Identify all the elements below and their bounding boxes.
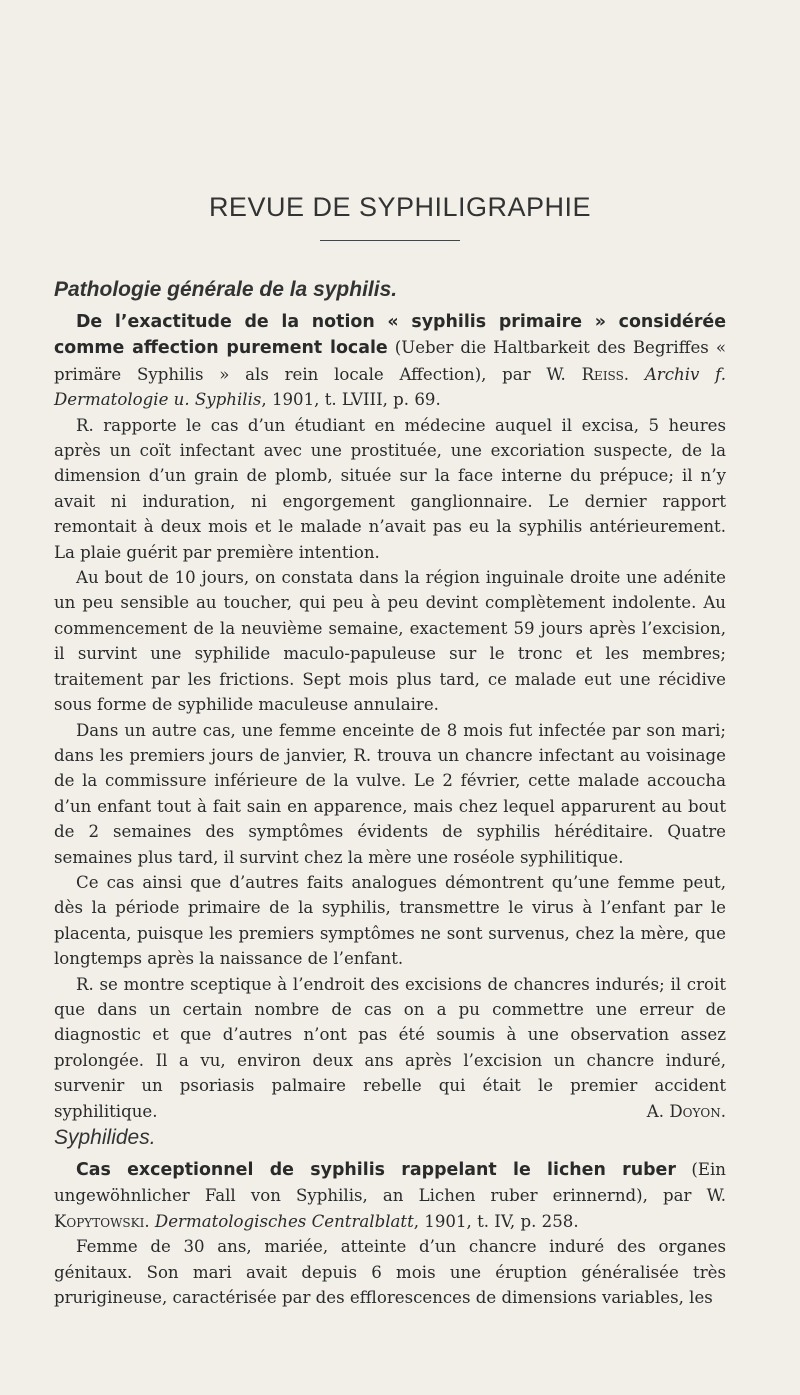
paragraph: Dans un autre cas, une femme enceinte de 8 mois fut infectée par son mari; dans les premiers jours de janvier, R. trouva un chancre infectant au voisinage de la commissure inférieure de la vulve. Le 2 février, cette malade accoucha d’un enfant tout à fait sain en apparence, mais chez lequel apparurent au bout de 2 semaines des symptômes évidents de syphilis héréditaire. Quatre semaines plus tard, il survint chez la mère une roséole syphilitique.: [54, 720, 726, 867]
article-ref-part: .: [623, 364, 645, 384]
paragraph: Femme de 30 ans, mariée, atteinte d’un chancre induré des organes génitaux. Son mari avait depuis 6 mois une éruption généralisée très prurigineuse, caractérisée par des efflorescences de dimensions variables, les: [54, 1237, 726, 1308]
article-header: [54, 1157, 726, 1234]
article-ref-part: , 1901, t. LVIII, p. 69.: [261, 390, 441, 410]
article-title: De l’exactitude de la notion « syphilis primaire » considérée comme affection purement locale: [54, 312, 726, 359]
section-heading: Pathologie générale de la syphilis.: [54, 278, 398, 301]
paragraph: R. rapporte le cas d’un étudiant en médecine auquel il excisa, 5 heures après un coït infectant avec une prostituée, une excoriation suspecte, de la dimension d’un grain de plomb, située sur la face interne du prépuce; il n’y avait ni induration, ni engorgement ganglionnaire. Le dernier rapport remontait à deux mois et le malade n’avait pas eu la syphilis antérieurement. La plaie guérit par première intention.: [54, 415, 726, 562]
signature: A. Doyon.: [646, 1101, 726, 1121]
paragraph-with-signature: [54, 972, 726, 1124]
article-author: Reiss: [581, 364, 624, 384]
article-ref-part: .: [144, 1211, 155, 1231]
paragraph: Ce cas ainsi que d’autres faits analogues démontrent qu’une femme peut, dès la période primaire de la syphilis, transmettre le virus à l’enfant par le placenta, puisque les premiers symptômes ne sont survenus, chez la mère, que longtemps après la naissance de l’enfant.: [54, 872, 726, 969]
article-ref-part: (Ueber die Haltbarkeit des Begriffes « primäre Syphilis » als rein locale Affection), par W.: [54, 338, 726, 384]
paragraph-text: R. se montre sceptique à l’endroit des excisions de chancres indurés; il croit que dans un certain nombre de cas on a pu commettre une erreur de diagnostic et que d’autres n’ont pas été soumis à une observation assez prolongée. Il a vu, environ deux ans après l’excision un chancre induré, survenir un psoriasis palmaire rebelle qui était le premier accident syphilitique.: [54, 974, 726, 1121]
article-journal: Archiv f. Dermatologie u. Syphilis: [54, 364, 726, 410]
paragraph: Au bout de 10 jours, on constata dans la région inguinale droite une adénite un peu sensible au toucher, qui peu à peu devint complètement indolente. Au commencement de la neuvième semaine, exactement 59 jours après l’excision, il survint une syphilide maculo-papuleuse sur le tronc et les membres; traitement par les frictions. Sept mois plus tard, ce malade eut une récidive sous forme de syphilide maculeuse annulaire.: [54, 568, 726, 715]
article-ref-part: (Ein ungewöhnlicher Fall von Syphilis, an Lichen ruber erinnernd), par W.: [54, 1160, 726, 1206]
article-journal: Dermatologisches Centralblatt: [154, 1211, 414, 1231]
section-syphilides: [54, 1126, 726, 1310]
section-pathologie: [54, 278, 726, 1124]
title-divider: [320, 240, 460, 241]
article-title: Cas exceptionnel de syphilis rappelant le lichen ruber: [76, 1160, 676, 1180]
article-author: Kopytowski: [54, 1211, 145, 1231]
section-heading: Syphilides.: [54, 1126, 156, 1149]
page-title: REVUE DE SYPHILIGRAPHIE: [208, 192, 592, 222]
article-ref-part: , 1901, t. IV, p. 258.: [413, 1211, 579, 1231]
article-header: [54, 309, 726, 413]
